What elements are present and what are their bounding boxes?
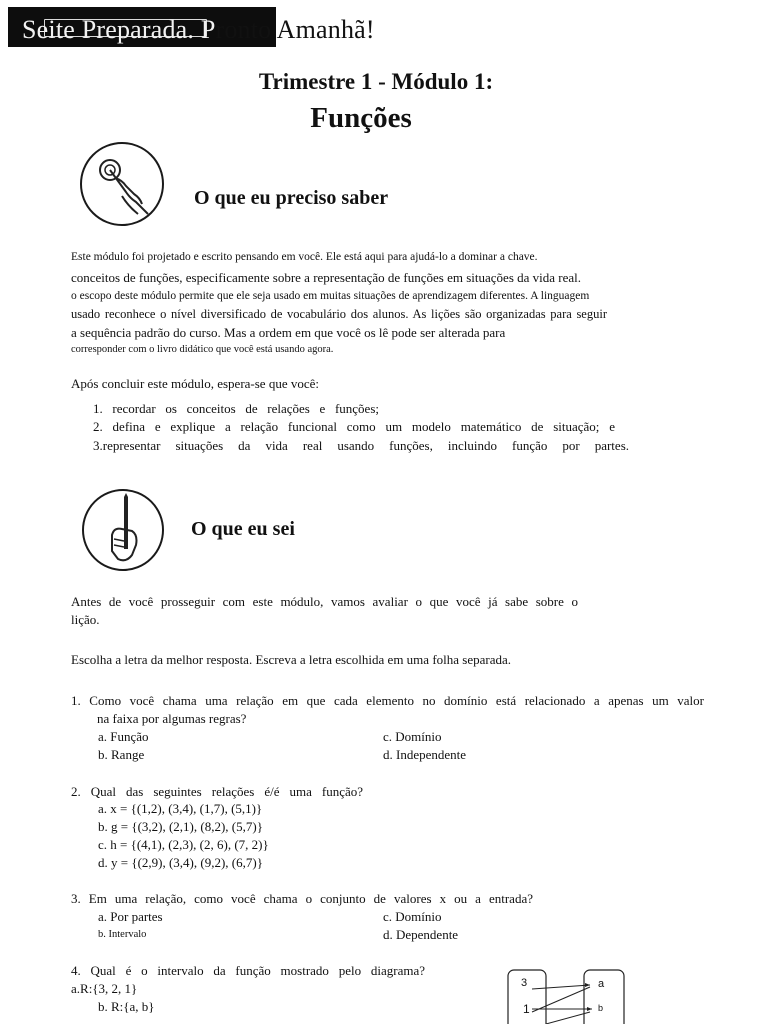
answer-option: b. Range: [98, 747, 145, 762]
diagram-label-left: 3: [521, 977, 528, 989]
diagram-label-right: b: [598, 1003, 604, 1013]
banner-text-part-1: Seite: [22, 15, 82, 44]
banner-text: [22, 15, 375, 45]
answer-option: c. Domínio: [383, 909, 442, 924]
question-stem: 4. Qual é o intervalo da função mostrado pelo diagrama?: [71, 963, 425, 978]
intro-line: lição.: [71, 612, 100, 627]
question-stem: 1. Como você chama uma relação em que cada elemento no domínio está relacionado a apenas um valor: [71, 693, 704, 708]
paragraph-line: corresponder com o livro didático que você está usando agora.: [71, 344, 334, 355]
objective-item: 3.representar situações da vida real usando funções, incluindo função por partes.: [93, 438, 629, 453]
diagram-label-left: 1: [523, 1002, 530, 1016]
answer-option: c. h = {(4,1), (2,3), (2, 6), (7, 2)}: [98, 837, 269, 852]
topic-title: Funções: [310, 102, 412, 134]
question-stem: 2. Qual das seguintes relações é/é uma função?: [71, 784, 363, 799]
answer-option: b. R:{a, b}: [98, 999, 155, 1014]
answer-option: a. Função: [98, 729, 149, 744]
answer-option: a. x = {(1,2), (3,4), (1,7), (5,1)}: [98, 801, 263, 816]
banner-text-part-3: ronto Amanhã!: [215, 15, 375, 44]
answer-option: d. Dependente: [383, 927, 459, 942]
question-stem: 3. Em uma relação, como você chama o conjunto de valores x ou a entrada?: [71, 891, 533, 906]
objectives-intro: Após concluir este módulo, espera-se que você:: [71, 376, 320, 391]
answer-option: d. Independente: [383, 747, 467, 762]
answer-option: b. g = {(3,2), (2,1), (8,2), (5,7)}: [98, 819, 263, 834]
paragraph-line: Este módulo foi projetado e escrito pensando em você. Ele está aqui para ajudá-lo a dominar a chave.: [71, 251, 538, 263]
mapping-diagram: [506, 968, 628, 1024]
pencil-hand-icon: [82, 489, 164, 571]
instruction-text: Escolha a letra da melhor resposta. Escreva a letra escolhida em uma folha separada.: [71, 652, 511, 667]
paragraph-line: a sequência padrão do curso. Mas a ordem em que você os lê pode ser alterada para: [71, 325, 506, 340]
intro-line: Antes de você prosseguir com este módulo, vamos avaliar o que você já sabe sobre o: [71, 594, 578, 609]
question-stem: na faixa por algumas regras?: [97, 711, 247, 726]
objective-item: 2. defina e explique a relação funcional como um modelo matemático de situação; e: [93, 419, 615, 434]
paragraph-line: o escopo deste módulo permite que ele seja usado em muitas situações de aprendizagem diferentes. A linguagem: [71, 290, 590, 302]
answer-option: d. y = {(2,9), (3,4), (9,2), (6,7)}: [98, 855, 263, 870]
paragraph-line: usado reconhece o nível diversificado de vocabulário dos alunos. As lições são organizadas para seguir: [71, 307, 607, 321]
banner-text-part-2: Preparada. P: [81, 15, 216, 44]
section-title-need-to-know: O que eu preciso saber: [194, 187, 389, 209]
answer-option: a.R:{3, 2, 1}: [71, 981, 138, 996]
touch-hand-icon: [80, 142, 164, 226]
answer-option: a. Por partes: [98, 909, 163, 924]
module-title: Trimestre 1 - Módulo 1:: [258, 69, 494, 94]
answer-option: c. Domínio: [383, 729, 442, 744]
answer-option: b. Intervalo: [98, 929, 147, 940]
objective-item: 1. recordar os conceitos de relações e funções;: [93, 401, 379, 416]
section-title-what-i-know: O que eu sei: [191, 518, 295, 540]
diagram-label-right: a: [598, 978, 605, 990]
paragraph-line: conceitos de funções, especificamente sobre a representação de funções em situações da vida real.: [71, 270, 582, 285]
